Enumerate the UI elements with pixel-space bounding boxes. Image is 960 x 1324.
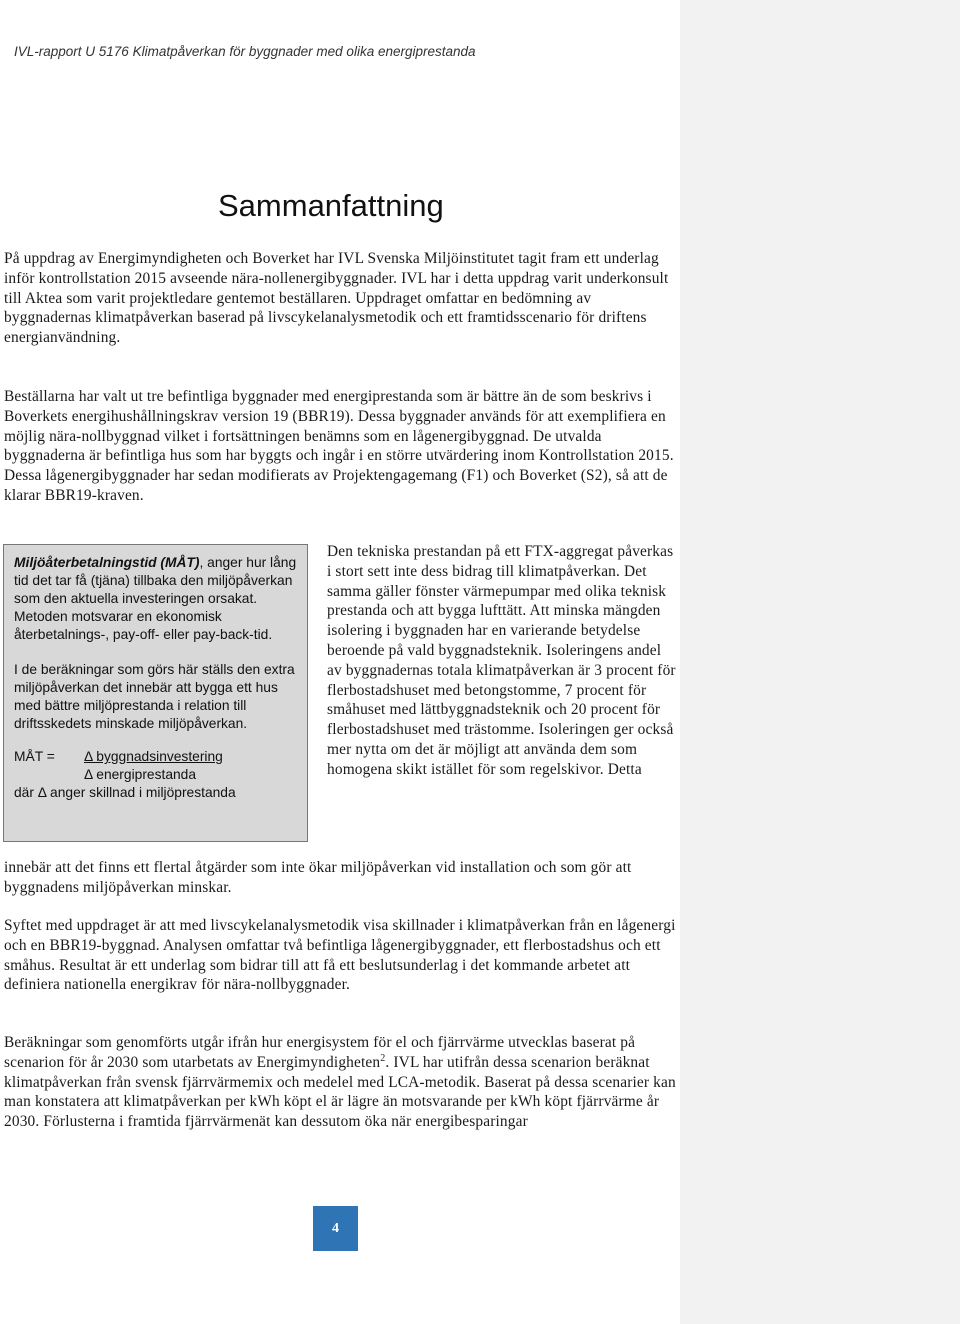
margin-sidebar bbox=[680, 0, 960, 1324]
mat-definition-text: , anger hur lång tid det tar få (tjäna) tillbaka den miljöpåverkan som den aktuella investeringen orsakat. Metoden motsvarar en ekonomisk återbetalnings-, pay-off- eller pay-back-tid. bbox=[14, 555, 297, 642]
running-header: IVL-rapport U 5176 Klimatpåverkan för byggnader med olika energiprestanda bbox=[14, 44, 476, 59]
formula-note: där Δ anger skillnad i miljöprestanda bbox=[14, 785, 236, 800]
mat-definition bbox=[14, 554, 299, 644]
paragraph-1-text: På uppdrag av Energimyndigheten och Boverket har IVL Svenska Miljöinstitutet tagit fram ett underlag inför kontrollstation 2015 avseende nära-nollenergibyggnader. IVL har i detta uppdrag varit underkonsult till Aktea som varit projektledare gentemot beställaren. Uppdraget omfattar en bedömning av byggnadernas klimatpåverkan baserad på livscykelanalysmetodik och ett framtidsscenario för driftens energianvändning. bbox=[4, 250, 669, 347]
page-title: Sammanfattning bbox=[218, 188, 444, 223]
mat-info-box bbox=[3, 544, 308, 842]
paragraph-1 bbox=[4, 249, 676, 348]
page-number-badge: 4 bbox=[313, 1206, 358, 1251]
mat-explanation: I de beräkningar som görs här ställs den extra miljöpåverkan det innebär att bygga ett hus med bättre miljöprestanda i relation till driftsskedets minskade miljöpåverkan. bbox=[14, 662, 295, 731]
paragraph-3-text: Den tekniska prestandan på ett FTX-aggregat påverkas i stort sett inte dess bidrag till klimatpåverkan. Det samma gäller fönster värmepumpar med olika teknisk prestanda och att bygga lufttätt. Att minska mängden isolering i byggnaden har en varierande betydelse beroende på vald byggnadsteknik. Isoleringens andel av byggnadernas totala klimatpåverkan är 3 procent för flerbostadshuset med betongstomme, 7 procent för småhuset med lättbyggnadsteknik och 20 procent för flerbostadshuset med trästomme. Isoleringen ger också mer nytta om det är möjligt att använda dem som homogena skikt istället för som regelskivor. Detta bbox=[327, 543, 676, 778]
formula-label: MÅT = bbox=[14, 749, 55, 764]
mat-formula bbox=[14, 748, 299, 802]
footnote-ref[interactable]: 2 bbox=[380, 1052, 386, 1064]
formula-numerator: Δ byggnadsinvestering bbox=[84, 749, 223, 764]
mat-term: Miljöåterbetalningstid (MÅT) bbox=[14, 555, 200, 570]
paragraph-4-text: Syftet med uppdraget är att med livscykelanalysmetodik visa skillnader i klimatpåverkan från en lågenergi och en BBR19-byggnad. Analysen omfattar två befintliga lågenergibyggnader, ett flerbostadshus och ett småhus. Resultat är ett underlag som bidrar till att få ett beslutsunderlag i det kommande arbetet att definiera nationella energikrav för nära-nollbyggnader. bbox=[4, 917, 676, 994]
paragraph-3-continued bbox=[4, 858, 676, 898]
paragraph-5 bbox=[4, 1033, 676, 1132]
paragraph-3-cont-text: innebär att det finns ett flertal åtgärder som inte ökar miljöpåverkan vid installation och som gör att byggnadens miljöpåverkan minskar. bbox=[4, 859, 632, 896]
paragraph-5-text-a: Beräkningar som genomförts utgår ifrån hur energisystem för el och fjärrvärme utvecklas baserat på scenarion för år 2030 som utarbetats av Energimyndigheten bbox=[4, 1034, 636, 1071]
paragraph-2 bbox=[4, 387, 676, 506]
paragraph-5-text bbox=[4, 1033, 676, 1132]
paragraph-2-text: Beställarna har valt ut tre befintliga byggnader med energiprestanda som är bättre än de som beskrivs i Boverkets energihushållningskrav version 19 (BBR19). Dessa byggnader används för att exemplifiera en möjlig nära-nollbyggnad vilket i fortsättningen benämns som en lågenergibyggnad. De utvalda byggnaderna är befintliga hus som har byggts och ingår i en större utvärdering inom Kontrollstation 2015. Dessa lågenergibyggnader har sedan modifierats av Projektengagemang (F1) och Boverket (S2), så att de klarar BBR19-kraven. bbox=[4, 388, 674, 504]
formula-denominator: Δ energiprestanda bbox=[84, 767, 197, 782]
paragraph-4 bbox=[4, 916, 676, 995]
paragraph-3 bbox=[327, 542, 677, 780]
paragraph-5-text-b: . IVL har utifrån dessa scenarion beräknat klimatpåverkan från svensk fjärrvärmemix och medelel med LCA-metodik. Baserat på dessa scenarier kan man konstatera att klimatpåverkan per kWh köpt el är lägre än motsvarande per kWh köpt fjärrvärme år 2030. Förlusterna i framtida fjärrvärmenät kan dessutom öka när energibesparingar bbox=[4, 1053, 676, 1131]
